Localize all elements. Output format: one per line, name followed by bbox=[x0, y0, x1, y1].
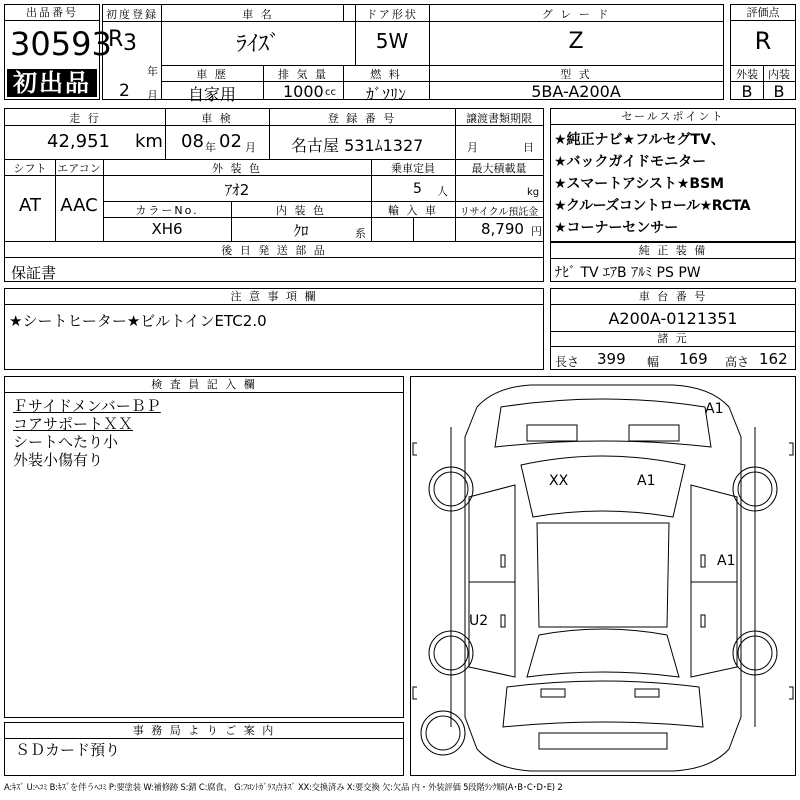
load-unit: kg bbox=[527, 187, 540, 198]
fuel-value: ｶﾞｿﾘﾝ bbox=[365, 85, 406, 104]
later-parts-label: 後 日 発 送 部 品 bbox=[221, 244, 327, 257]
int-grade: B bbox=[773, 82, 785, 101]
chassis-value: A200A-0121351 bbox=[608, 309, 738, 328]
lot-number: 30593 bbox=[10, 25, 112, 63]
car-diagram bbox=[411, 377, 795, 775]
ac-label: エアコン bbox=[57, 162, 101, 175]
reg-month-unit: 月 bbox=[147, 89, 158, 102]
int-grade-label: 内装 bbox=[768, 68, 790, 81]
damage-mark: A1 bbox=[705, 401, 724, 417]
equipment-box bbox=[550, 242, 796, 282]
load-label: 最大積載量 bbox=[471, 162, 527, 175]
seats-label: 乗車定員 bbox=[391, 162, 435, 175]
mileage-value: 42,951 bbox=[47, 131, 110, 152]
notes-box bbox=[4, 288, 544, 370]
notes-label: 注 意 事 項 欄 bbox=[5, 289, 543, 305]
car-header-box bbox=[102, 4, 724, 104]
damage-mark: XX bbox=[549, 473, 569, 489]
door-label: ドア形状 bbox=[366, 8, 418, 21]
width-value: 169 bbox=[679, 350, 708, 368]
reg-label: 初度登録 bbox=[106, 8, 158, 21]
inspector-line: ＦサイドメンバーＢＰ bbox=[13, 397, 161, 415]
inspection-year-unit: 年 bbox=[205, 141, 216, 154]
mileage-unit: km bbox=[135, 131, 163, 152]
lot-label: 出品番号 bbox=[5, 5, 99, 21]
ext-grade-label: 外装 bbox=[736, 68, 758, 81]
reg-year-unit: 年 bbox=[147, 65, 158, 78]
interior-color-unit: 系 bbox=[355, 227, 366, 240]
reg-year: 3 bbox=[123, 31, 137, 56]
transfer-label: 譲渡書類期限 bbox=[466, 112, 532, 125]
history-label: 車 歴 bbox=[196, 68, 228, 81]
import-label: 輸 入 車 bbox=[388, 204, 438, 217]
displacement-unit: cc bbox=[325, 87, 336, 98]
length-value: 399 bbox=[597, 350, 626, 368]
exterior-color-value: ｱｵ2 bbox=[224, 181, 250, 199]
inspector-label: 検 査 員 記 入 欄 bbox=[5, 377, 403, 393]
equipment-label: 純 正 装 備 bbox=[551, 243, 795, 259]
model-label: 型 式 bbox=[560, 68, 592, 81]
transfer-day: 日 bbox=[523, 141, 534, 154]
seats-value: 5 bbox=[413, 181, 422, 197]
later-parts-value: 保証書 bbox=[11, 264, 57, 282]
office-box bbox=[4, 722, 404, 776]
equipment-value: ﾅﾋﾞ TV ｴｱB ｱﾙﾐ PS PW bbox=[555, 265, 701, 281]
height-label: 高さ bbox=[725, 355, 750, 369]
first-listing-badge: 初出品 bbox=[7, 69, 97, 97]
chassis-box bbox=[550, 288, 796, 370]
inspection-year: 08 bbox=[181, 131, 204, 152]
door-value: 5W bbox=[375, 29, 409, 53]
sales-point-line: ★純正ナビ★フルセグTV、 bbox=[554, 132, 725, 148]
sales-points-box bbox=[550, 108, 796, 242]
plate-value: 名古屋 531ﾑ1327 bbox=[291, 136, 424, 155]
rating-box bbox=[730, 4, 796, 100]
legend: A:ｷｽﾞ U:ﾍｺﾐ B:ｷｽﾞを伴うﾍｺﾐ P:要塗装 W:補修跡 S:錆 C:腐食、 G:ﾌﾛﾝﾄｶﾞﾗｽ点ｷｽﾞ XX:交換済み X:要交換 欠:欠品 内・外装評価 5段階ﾗﾝｸ順(A･B･C･D･E) 2 bbox=[4, 782, 563, 792]
exterior-color-label: 外 装 色 bbox=[212, 162, 262, 175]
vehicle-info-box bbox=[4, 108, 544, 282]
reg-month: 2 bbox=[119, 81, 130, 101]
sales-point-line: ★クルーズコントロール★RCTA bbox=[554, 198, 751, 214]
shift-label: シフト bbox=[13, 162, 47, 175]
displacement-value: 1000 bbox=[283, 82, 324, 101]
inspection-label: 車 検 bbox=[201, 112, 233, 125]
rating-value: R bbox=[754, 27, 772, 55]
inspector-line: コアサポートＸＸ bbox=[13, 415, 134, 433]
sales-points-label: セールスポイント bbox=[551, 109, 795, 125]
inspector-line: 外装小傷有り bbox=[13, 451, 104, 469]
sales-point-line: ★コーナーセンサー bbox=[554, 220, 679, 236]
transfer-month: 月 bbox=[467, 141, 478, 154]
model-value: 5BA-A200A bbox=[531, 82, 621, 101]
ac-value: AAC bbox=[60, 195, 98, 216]
lot-box bbox=[4, 4, 112, 100]
office-label: 事 務 局 よ り ご 案 内 bbox=[5, 723, 403, 739]
car-name-label: 車 名 bbox=[242, 8, 274, 21]
length-label: 長さ bbox=[555, 355, 580, 369]
ext-grade: B bbox=[741, 82, 753, 101]
car-name: ﾗｲｽﾞ bbox=[235, 32, 280, 57]
height-value: 162 bbox=[759, 350, 788, 368]
inspection-month: 02 bbox=[219, 131, 242, 152]
notes-value: ★シートヒーター★ビルトインETC2.0 bbox=[9, 312, 267, 330]
chassis-label: 車 台 番 号 bbox=[551, 289, 795, 305]
recycle-label: リサイクル預託金 bbox=[459, 207, 539, 218]
inspector-line: シートへたり小 bbox=[13, 433, 119, 451]
car-diagram-box bbox=[410, 376, 796, 776]
history-value: 自家用 bbox=[187, 85, 236, 104]
damage-mark: A1 bbox=[637, 473, 656, 489]
office-value: ＳＤカード預り bbox=[15, 741, 121, 759]
interior-color-label: 内 装 色 bbox=[276, 204, 326, 217]
reg-era: R bbox=[108, 27, 124, 52]
color-number-label: カラーNo. bbox=[135, 204, 199, 217]
width-label: 幅 bbox=[647, 355, 660, 369]
grade-label: グ レ ー ド bbox=[541, 8, 611, 21]
inspector-box bbox=[4, 376, 404, 718]
damage-mark: U2 bbox=[469, 613, 489, 629]
sales-point-line: ★スマートアシスト★BSM bbox=[554, 176, 725, 192]
fuel-label: 燃 料 bbox=[370, 68, 402, 81]
color-number-value: XH6 bbox=[151, 220, 183, 238]
displacement-label: 排 気 量 bbox=[278, 68, 328, 81]
damage-mark: A1 bbox=[717, 553, 736, 569]
specs-label: 諸 元 bbox=[551, 331, 795, 347]
grade-value: Z bbox=[568, 29, 584, 54]
sales-point-line: ★バックガイドモニター bbox=[554, 154, 707, 170]
mileage-label: 走 行 bbox=[69, 112, 101, 125]
rating-label: 評価点 bbox=[731, 5, 795, 21]
seats-unit: 人 bbox=[437, 185, 448, 198]
interior-color-value: ｸﾛ bbox=[293, 222, 309, 240]
recycle-value: 8,790 bbox=[481, 220, 524, 238]
inspection-month-unit: 月 bbox=[245, 141, 256, 154]
recycle-unit: 円 bbox=[531, 225, 542, 238]
shift-value: AT bbox=[19, 195, 41, 216]
plate-label: 登 録 番 号 bbox=[327, 112, 397, 125]
